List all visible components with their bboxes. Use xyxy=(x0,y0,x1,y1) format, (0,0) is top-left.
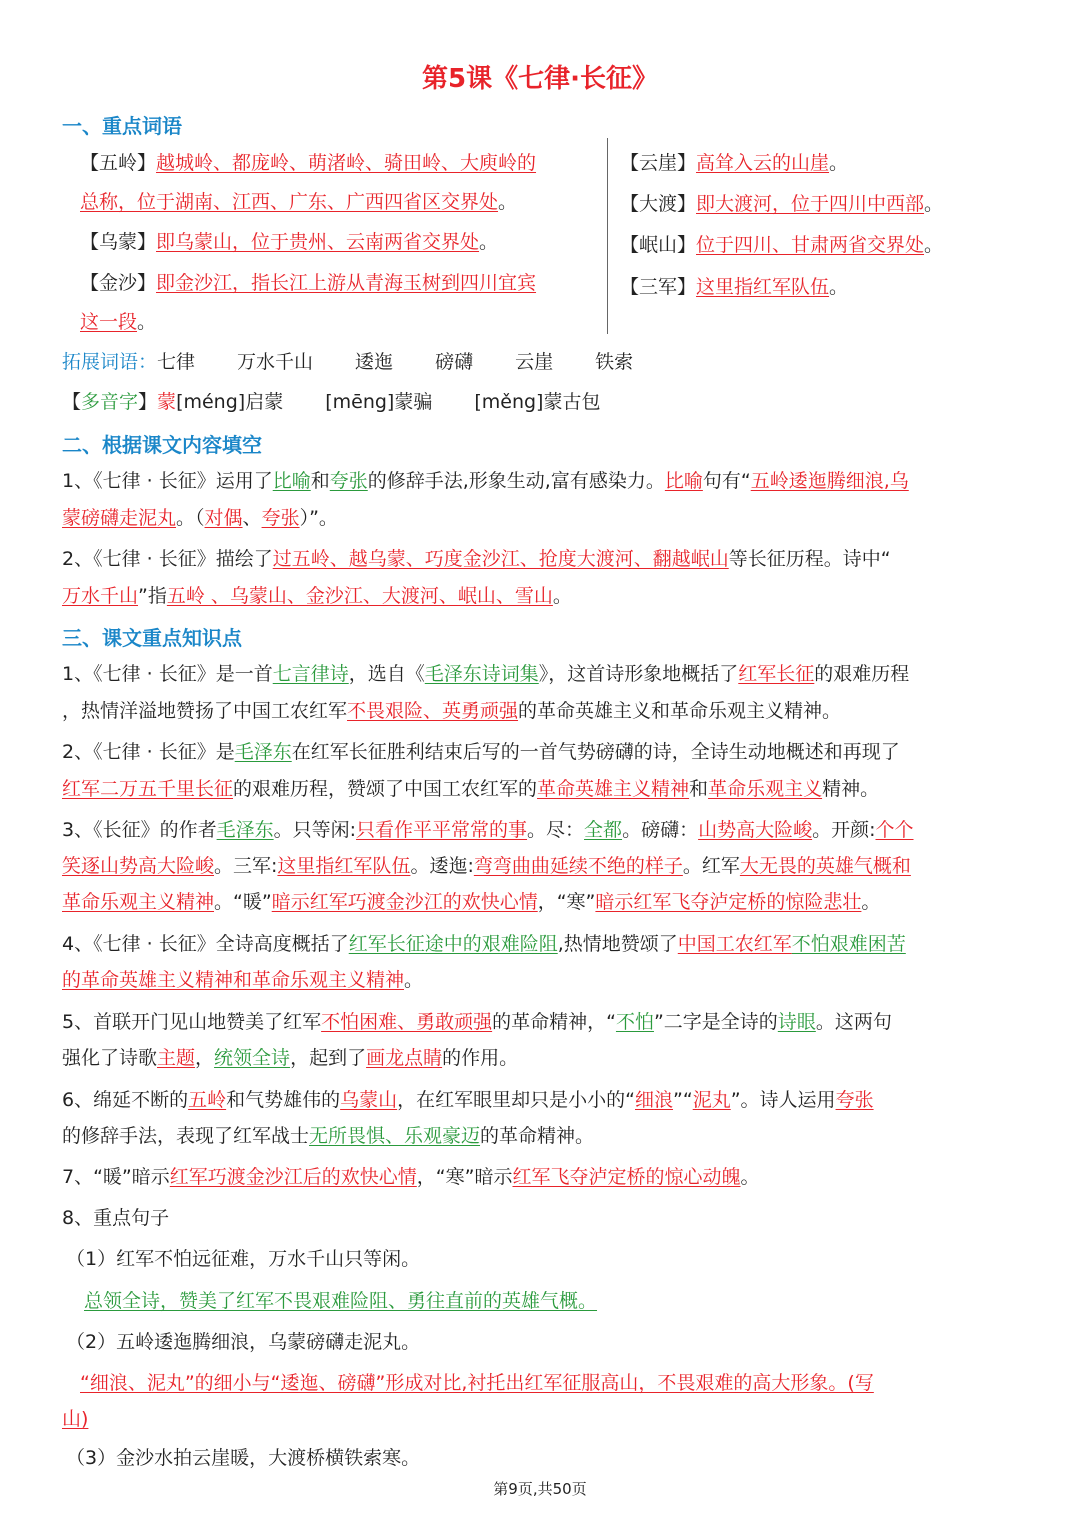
term-wumeng: 【乌蒙】即乌蒙山，位于贵州、云南两省交界处。 xyxy=(80,231,499,253)
point-1-line1: 1、《七律 · 长征》是一首七言律诗，选自《毛泽东诗词集》，这首诗形象地概括了红军长征的艰难历程 xyxy=(62,663,910,685)
page-number: 第9页,共50页 xyxy=(493,1480,587,1498)
page-title: 第5课《七律·长征》 xyxy=(422,64,658,94)
point-5-line1: 5、首联开门见山地赞美了红军不怕困难、勇敢顽强的革命精神，“不怕”二字是全诗的诗眼。这两句 xyxy=(62,1011,892,1033)
point-2-line2: 红军二万五千里长征的艰难历程，赞颂了中国工农红军的革命英雄主义精神和革命乐观主义精神。 xyxy=(62,778,880,800)
point-7: 7、“暖”暗示红军巧渡金沙江后的欢快心情，“寒”暗示红军飞夺泸定桥的惊心动魄。 xyxy=(62,1166,760,1188)
section-heading-fill-blanks: 二、根据课文内容填空 xyxy=(62,433,262,457)
term-dadu: 【大渡】即大渡河，位于四川中西部。 xyxy=(620,193,944,215)
column-divider xyxy=(607,138,608,334)
fill-item-2-line1: 2、《七律 · 长征》描绘了过五岭、越乌蒙、巧度金沙江、抢度大渡河、翻越岷山等长征历程。诗中“ xyxy=(62,548,891,570)
point-4-line2: 的革命英雄主义精神和革命乐观主义精神。 xyxy=(62,969,424,991)
term-minshan: 【岷山】位于四川、甘肃两省交界处。 xyxy=(620,234,944,256)
term-wuling-cont: 总称，位于湖南、江西、广东、广西四省区交界处。 xyxy=(80,191,518,213)
fill-item-1-line2: 蒙磅礴走泥丸。（对偶、夸张）”。 xyxy=(62,507,338,529)
section-heading-key-points: 三、课文重点知识点 xyxy=(62,626,242,650)
key-sentence-2-answer-line2: 山) xyxy=(62,1408,89,1430)
point-6-line2: 的修辞手法，表现了红军战士无所畏惧、乐观豪迈的革命精神。 xyxy=(62,1125,595,1147)
point-2-line1: 2、《七律 · 长征》是毛泽东在红军长征胜利结束后写的一首气势磅礴的诗，全诗生动地概述和再现了 xyxy=(62,741,900,763)
key-sentence-2-answer-line1: “细浪、泥丸”的细小与“逶迤、磅礴”形成对比,衬托出红军征服高山，不畏艰难的高大形象。(写 xyxy=(80,1372,874,1394)
key-sentence-1: （1）红军不怕远征难，万水千山只等闲。 xyxy=(66,1248,421,1270)
term-jinsha-cont: 这一段。 xyxy=(80,311,157,333)
point-5-line2: 强化了诗歌主题，统领全诗，起到了画龙点睛的作用。 xyxy=(62,1047,519,1069)
term-wuling: 【五岭】越城岭、都庞岭、萌渚岭、骑田岭、大庾岭的 xyxy=(80,152,537,174)
key-sentence-3: （3）金沙水拍云崖暖，大渡桥横铁索寒。 xyxy=(66,1447,421,1469)
point-3-line2: 笑逐山势高大险峻。三军:这里指红军队伍。逶迤:弯弯曲曲延续不绝的样子。红军大无畏的英雄气概和 xyxy=(62,855,911,877)
point-4-line1: 4、《七律 · 长征》全诗高度概括了红军长征途中的艰难险阻,热情地赞颂了中国工农红军不怕艰难困苦 xyxy=(62,933,906,955)
section-heading-key-words: 一、重点词语 xyxy=(62,114,182,138)
term-yunya: 【云崖】高耸入云的山崖。 xyxy=(620,152,849,174)
key-sentence-1-answer: 总领全诗，赞美了红军不畏艰难险阻、勇往直前的英雄气概。 xyxy=(84,1290,598,1312)
fill-item-1-line1: 1、《七律 · 长征》运用了比喻和夸张的修辞手法,形象生动,富有感染力。比喻句有“五岭逶迤腾细浪,乌 xyxy=(62,470,909,492)
term-jinsha: 【金沙】即金沙江，指长江上游从青海玉树到四川宜宾 xyxy=(80,272,537,294)
point-3-line3: 革命乐观主义精神。“暖”暗示红军巧渡金沙江的欢快心情，“寒”暗示红军飞夺泸定桥的惊险悲壮。 xyxy=(62,891,881,913)
fill-item-2-line2: 万水千山”指五岭 、乌蒙山、金沙江、大渡河、岷山、雪山。 xyxy=(62,585,572,607)
point-3-line1: 3、《长征》的作者毛泽东。只等闲:只看作平平常常的事。尽：全都。磅礴：山势高大险峻。开颜:个个 xyxy=(62,819,914,841)
term-sanjun: 【三军】这里指红军队伍。 xyxy=(620,276,849,298)
point-8-heading: 8、重点句子 xyxy=(62,1207,170,1229)
extended-words: 拓展词语：七律 万水千山 逶迤 磅礴 云崖 铁索 xyxy=(62,351,634,373)
point-6-line1: 6、绵延不断的五岭和气势雄伟的乌蒙山，在红军眼里却只是小小的“细浪”“泥丸”。诗人运用夸张 xyxy=(62,1089,874,1111)
key-sentence-2: （2）五岭逶迤腾细浪，乌蒙磅礴走泥丸。 xyxy=(66,1331,421,1353)
point-1-line2: ，热情洋溢地赞扬了中国工农红军不畏艰险、英勇顽强的革命英雄主义和革命乐观主义精神。 xyxy=(62,700,842,722)
polyphonic-char: 【多音字】蒙[méng]启蒙 [mēng]蒙骗 [měng]蒙古包 xyxy=(62,391,601,413)
